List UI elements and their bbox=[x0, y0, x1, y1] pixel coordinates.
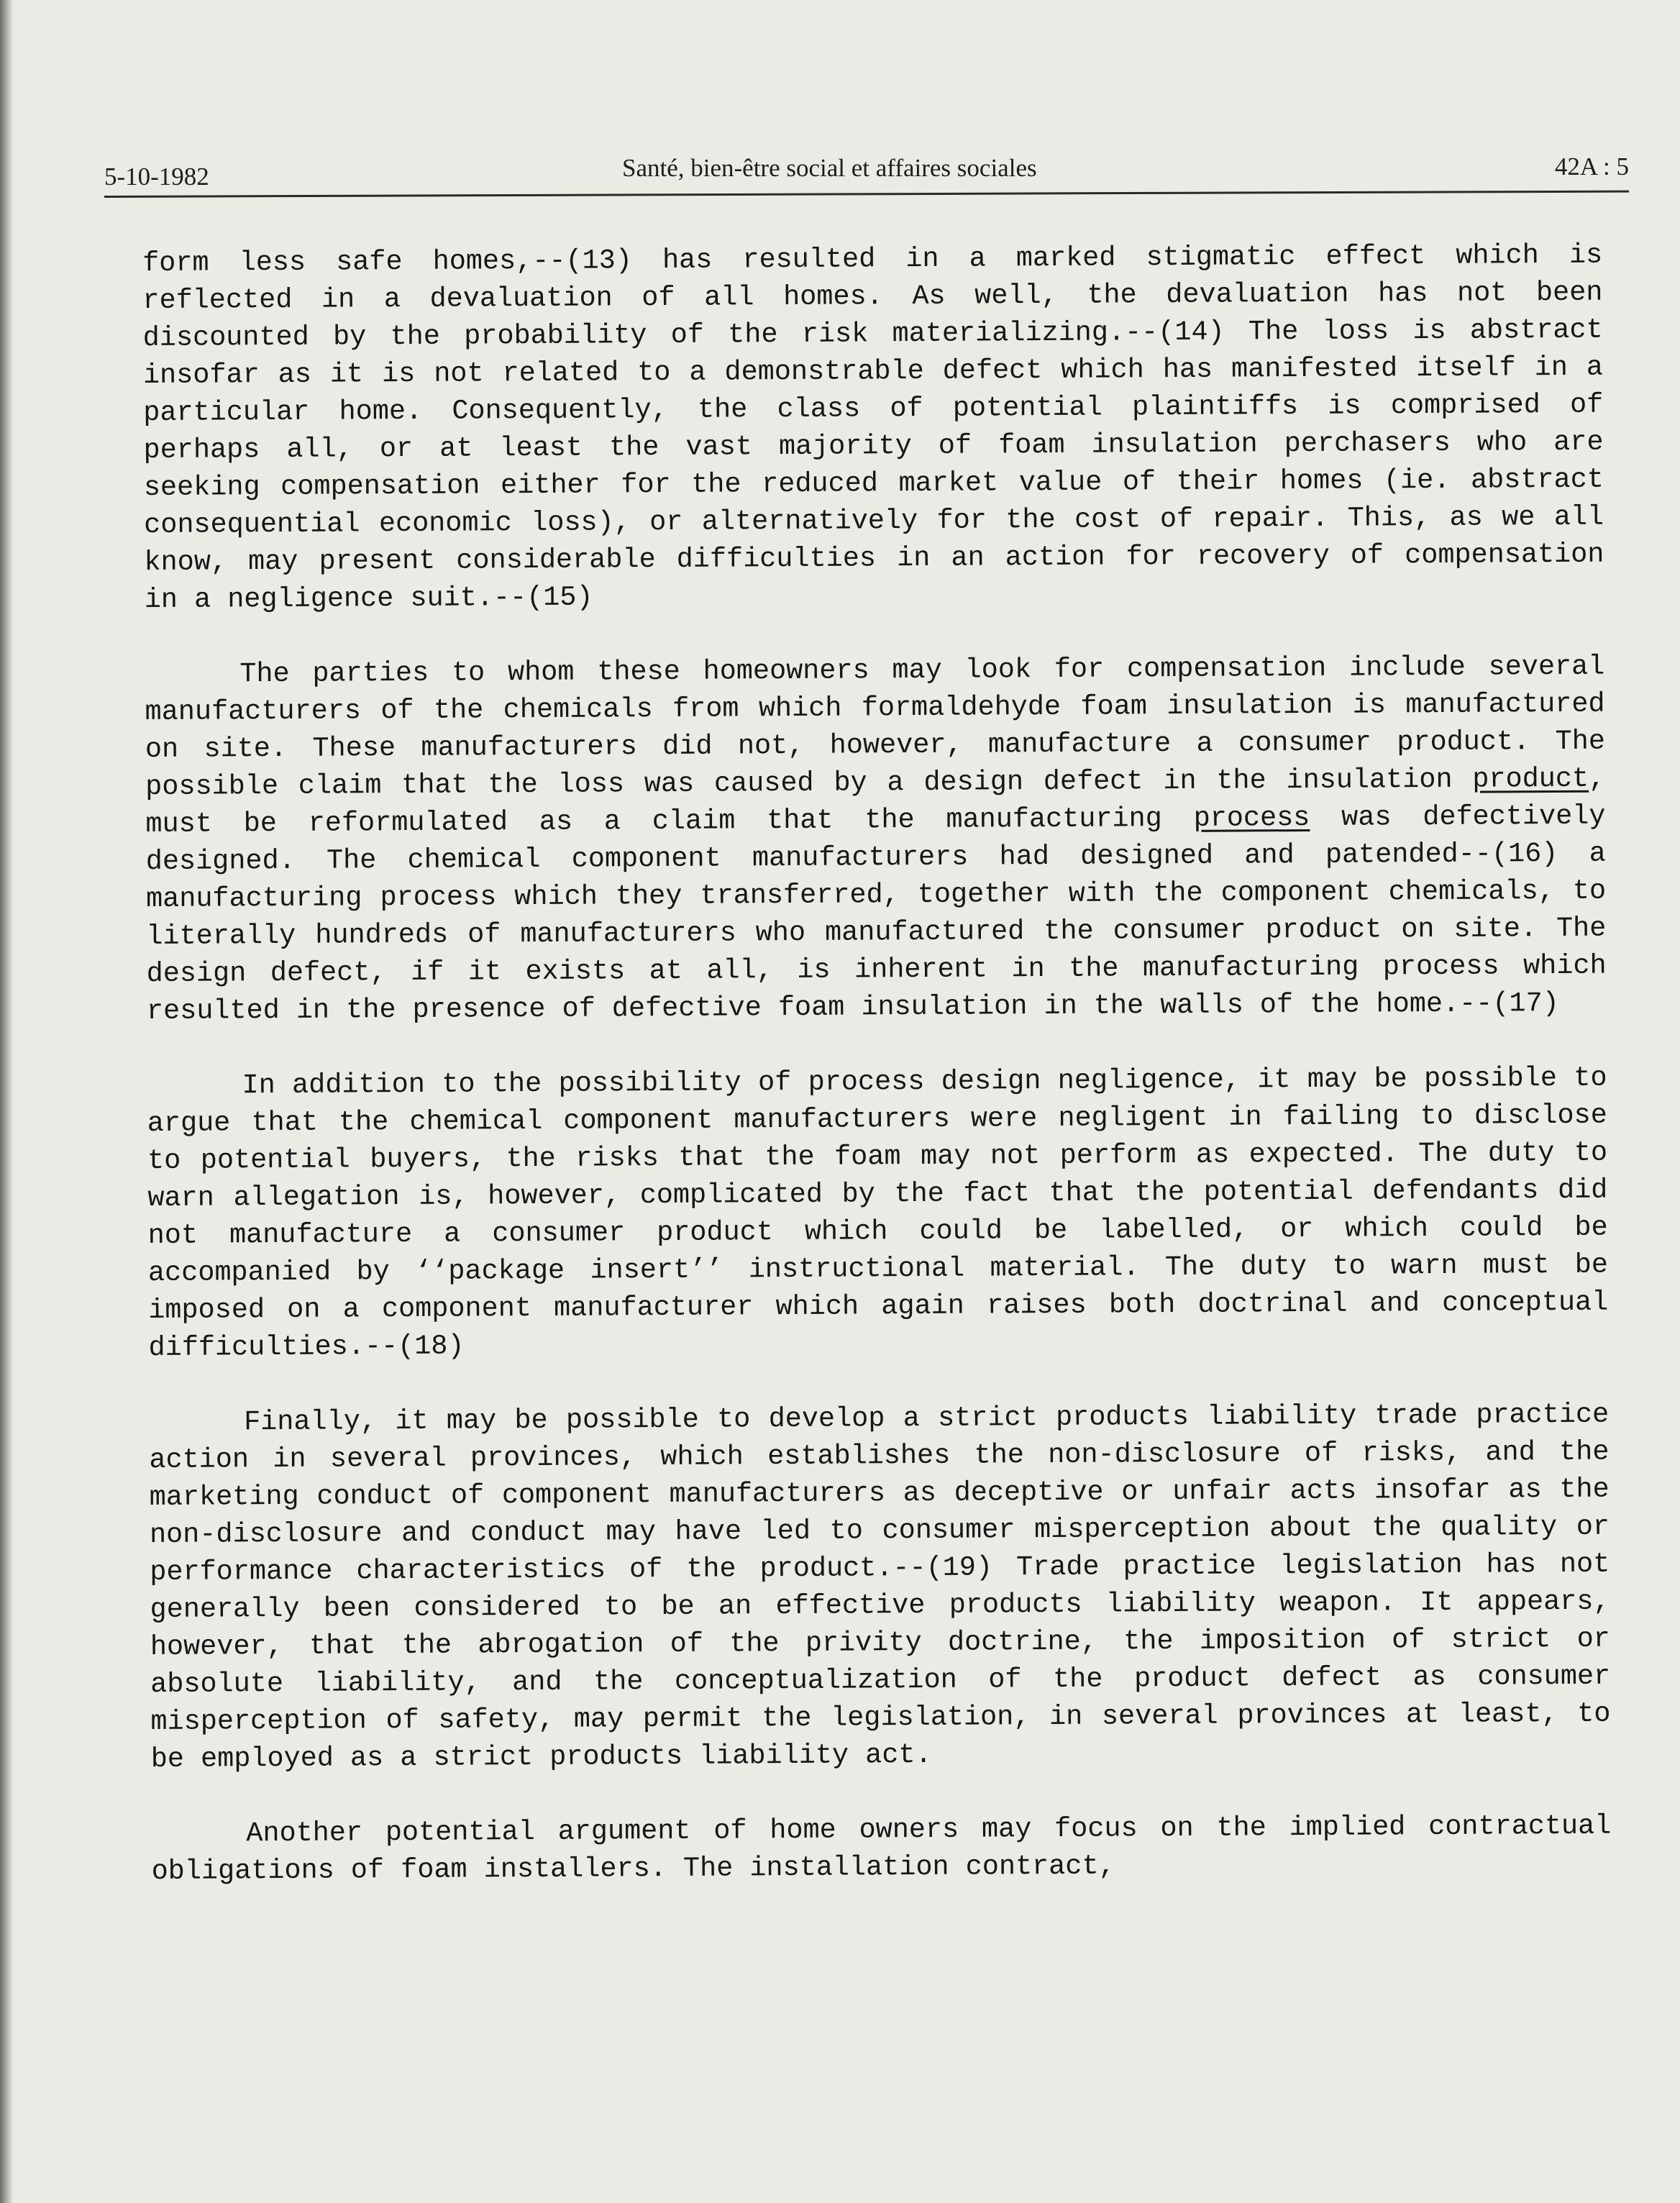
header-date: 5-10-1982 bbox=[104, 163, 209, 191]
paragraph-2-text-a: The parties to whom these homeowners may look for compensation include several manufacturers of the chemicals from which formaldehyde foam insulation is manufactured on site. These manufacturers did not, however, manufacture a consumer product. The possible claim that the loss was caused by a design defect in the insulation bbox=[145, 650, 1606, 803]
paragraph-2 bbox=[145, 648, 1607, 1030]
paragraph-5: Another potential argument of home owners may focus on the implied contractual obligations of foam installers. The installation contract, bbox=[151, 1810, 1612, 1887]
underlined-word-product: product bbox=[1472, 762, 1589, 795]
page-header bbox=[104, 152, 1629, 196]
paragraph-2-text-c: was defectively designed. The chemical component manufacturers had designed and patended--(16) a manufacturing process which they transferred, together with the component chemicals, to literally hundreds of manufacturers who manufactured the consumer product on site. The design defect, if it exists at all, is inherent in the manufacturing process which resulted in the presence of defective foam insulation in the walls of the home.--(17) bbox=[145, 800, 1607, 1027]
paragraph-4: Finally, it may be possible to develop a strict products liability trade practice action in several provinces, which establishes the non-disclosure of risks, and the marketing conduct of component manufacturers as deceptive or unfair acts insofar as the non-disclosure and conduct may have led to consumer misperception about the quality or performance characteristics of the product.--(19) Trade practice legislation has not generally been considered to be an effective products liability weapon. It appears, however, that the abrogation of the privity doctrine, the imposition of strict or absolute liability, and the conceptualization of the product defect as consumer misperception of safety, may permit the legislation, in several provinces at least, to be employed as a strict products liability act. bbox=[149, 1398, 1611, 1775]
document-body bbox=[142, 237, 1612, 1928]
underlined-word-process: process bbox=[1193, 801, 1310, 834]
paragraph-1: form less safe homes,--(13) has resulted in a marked stigmatic effect which is reflected in a devaluation of all homes. As well, the devaluation has not been discounted by the probability of the risk materializing.--(14) The loss is abstract insofar as it is not related to a demonstrable defect which has manifested itself in a particular home. Consequently, the class of potential plaintiffs is comprised of perhaps all, or at least the vast majority of foam insulation perchasers who are seeking compensation either for the reduced market value of their homes (ie. abstract consequential economic loss), or alternatively for the cost of repair. This, as we all know, may present considerable difficulties in an action for recovery of compensation in a negligence suit.--(15) bbox=[142, 239, 1604, 616]
page-left-edge-shadow bbox=[0, 0, 13, 2203]
header-title: Santé, bien-être social et affaires sociales bbox=[622, 154, 1037, 182]
paragraph-2-text-b: , must be reformulated as a claim that the manufacturing bbox=[145, 762, 1606, 840]
paragraph-3: In addition to the possibility of process design negligence, it may be possible to argue that the chemical component manufacturers were negligent in failing to disclose to potential buyers, the risks that the foam may not perform as expected. The duty to warn allegation is, however, complicated by the fact that the potential defendants did not manufacture a consumer product which could be labelled, or which could be accompanied by ‘‘package insert’’ instructional material. The duty to warn must be imposed on a component manufacturer which again raises both doctrinal and conceptual difficulties.--(18) bbox=[147, 1062, 1609, 1364]
header-page-number: 42A : 5 bbox=[1554, 152, 1629, 181]
